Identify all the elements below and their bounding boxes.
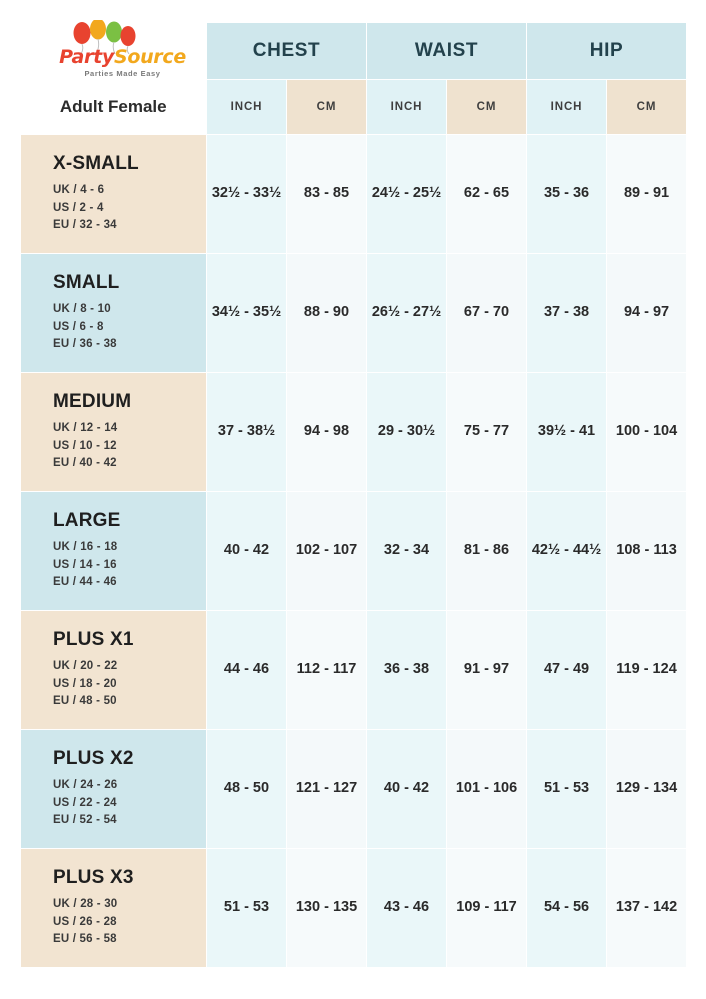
size-region: EU / 52 - 54 [53,814,117,827]
measurement-cell: 32 - 34 [367,492,447,611]
measurement-cell: 130 - 135 [287,849,367,968]
size-name: MEDIUM [53,390,132,412]
table-row [21,730,687,849]
measurement-cell: 26½ - 27½ [367,254,447,373]
measurement-cell: 100 - 104 [607,373,687,492]
size-label-cell [21,611,207,730]
size-regions [53,896,206,949]
measurement-cell: 94 - 98 [287,373,367,492]
unit-header-waist-cm: CM [447,80,527,135]
size-region: UK / 28 - 30 [53,897,118,910]
measurement-cell: 48 - 50 [207,730,287,849]
size-region: UK / 4 - 6 [53,183,105,196]
measurement-cell: 36 - 38 [367,611,447,730]
size-region: US / 14 - 16 [53,558,117,571]
measurement-cell: 47 - 49 [527,611,607,730]
measurement-cell: 40 - 42 [207,492,287,611]
unit-header-chest-cm: CM [287,80,367,135]
size-name: LARGE [53,509,121,531]
measurement-cell: 37 - 38½ [207,373,287,492]
measurement-cell: 119 - 124 [607,611,687,730]
size-label-cell [21,730,207,849]
unit-header-chest-inch: INCH [207,80,287,135]
measurement-cell: 101 - 106 [447,730,527,849]
table-row [21,849,687,968]
size-region: UK / 12 - 14 [53,421,118,434]
size-name: PLUS X3 [53,866,134,888]
size-regions [53,777,206,830]
size-name: PLUS X1 [53,628,134,650]
size-name: SMALL [53,271,120,293]
brand-name-party: Party [59,46,114,68]
table-row [21,373,687,492]
group-header-chest: CHEST [207,23,367,80]
measurement-cell: 34½ - 35½ [207,254,287,373]
size-name: X-SMALL [53,152,139,174]
size-chart-body [21,135,687,968]
size-region: EU / 40 - 42 [53,457,117,470]
measurement-cell: 108 - 113 [607,492,687,611]
size-region: US / 18 - 20 [53,677,117,690]
group-header-waist: WAIST [367,23,527,80]
unit-header-hip-inch: INCH [527,80,607,135]
measurement-cell: 40 - 42 [367,730,447,849]
measurement-cell: 37 - 38 [527,254,607,373]
brand-logo [21,23,207,80]
measurement-cell: 24½ - 25½ [367,135,447,254]
measurement-cell: 54 - 56 [527,849,607,968]
measurement-cell: 88 - 90 [287,254,367,373]
measurement-cell: 91 - 97 [447,611,527,730]
audience-label: Adult Female [21,80,207,135]
measurement-cell: 121 - 127 [287,730,367,849]
size-region: EU / 56 - 58 [53,933,117,946]
size-region: UK / 16 - 18 [53,540,118,553]
measurement-cell: 112 - 117 [287,611,367,730]
measurement-cell: 29 - 30½ [367,373,447,492]
size-region: EU / 48 - 50 [53,695,117,708]
measurement-cell: 81 - 86 [447,492,527,611]
size-region: EU / 32 - 34 [53,219,117,232]
size-region: US / 26 - 28 [53,915,117,928]
table-row [21,254,687,373]
measurement-cell: 43 - 46 [367,849,447,968]
size-label-cell [21,849,207,968]
measurement-cell: 129 - 134 [607,730,687,849]
size-region: US / 2 - 4 [53,201,104,214]
size-regions [53,182,206,235]
brand-tagline: Parties Made Easy [84,69,161,78]
size-regions [53,301,206,354]
table-row [21,492,687,611]
measurement-cell: 35 - 36 [527,135,607,254]
size-label-cell [21,254,207,373]
unit-header-hip-cm: CM [607,80,687,135]
size-region: US / 6 - 8 [53,320,104,333]
size-region: UK / 20 - 22 [53,659,118,672]
size-region: UK / 24 - 26 [53,778,118,791]
measurement-cell: 137 - 142 [607,849,687,968]
measurement-cell: 109 - 117 [447,849,527,968]
measurement-cell: 39½ - 41 [527,373,607,492]
table-row [21,135,687,254]
table-group-header-row [21,23,687,80]
size-label-cell [21,135,207,254]
group-header-hip: HIP [527,23,687,80]
table-unit-header-row [21,80,687,135]
measurement-cell: 51 - 53 [527,730,607,849]
measurement-cell: 51 - 53 [207,849,287,968]
measurement-cell: 102 - 107 [287,492,367,611]
size-label-cell [21,373,207,492]
size-region: EU / 44 - 46 [53,576,117,589]
measurement-cell: 62 - 65 [447,135,527,254]
size-region: US / 10 - 12 [53,439,117,452]
measurement-cell: 44 - 46 [207,611,287,730]
size-label-cell [21,492,207,611]
measurement-cell: 94 - 97 [607,254,687,373]
measurement-cell: 42½ - 44½ [527,492,607,611]
measurement-cell: 89 - 91 [607,135,687,254]
size-region: UK / 8 - 10 [53,302,111,315]
measurement-cell: 67 - 70 [447,254,527,373]
size-regions [53,420,206,473]
measurement-cell: 75 - 77 [447,373,527,492]
table-row [21,611,687,730]
size-regions [53,658,206,711]
size-regions [53,539,206,592]
brand-name-source: Source [113,46,186,68]
size-name: PLUS X2 [53,747,134,769]
size-chart-table [20,22,687,968]
size-region: EU / 36 - 38 [53,338,117,351]
measurement-cell: 83 - 85 [287,135,367,254]
measurement-cell: 32½ - 33½ [207,135,287,254]
unit-header-waist-inch: INCH [367,80,447,135]
size-region: US / 22 - 24 [53,796,117,809]
